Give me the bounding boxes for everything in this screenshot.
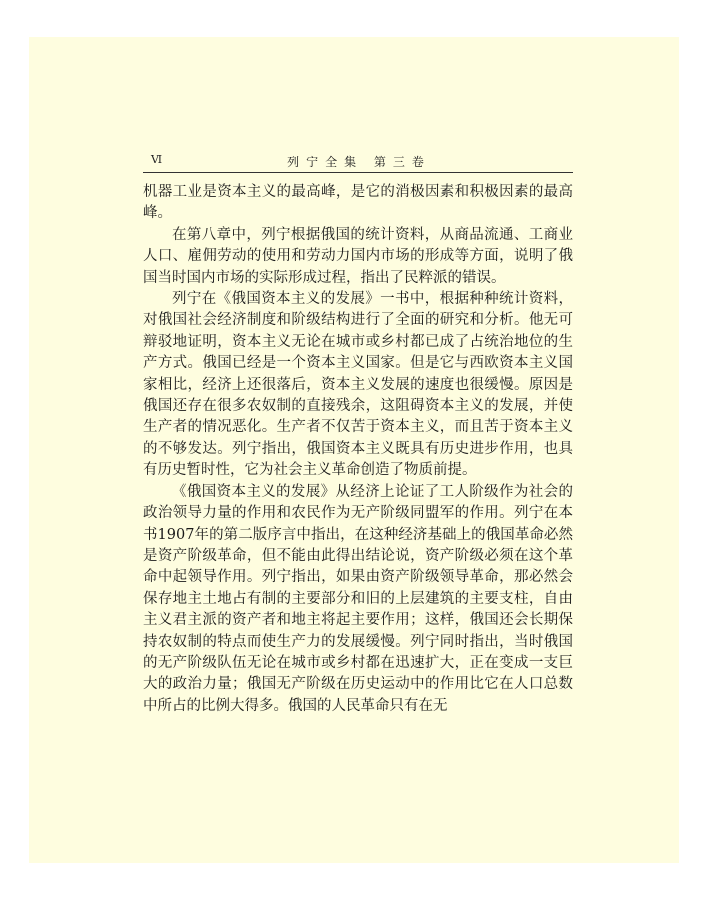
paragraph: 在第八章中，列宁根据俄国的统计资料，从商品流通、工商业人口、雇佣劳动的使用和劳动力国内市场的形成等方面，说明了俄国当时国内市场的实际形成过程，指出了民粹派的错误。 (143, 226, 573, 286)
header-rule (143, 172, 573, 173)
page-number: Ⅵ (151, 153, 163, 166)
body-text (143, 182, 573, 717)
running-title: 列宁全集 第三卷 (287, 155, 431, 169)
paragraph-continued: 机器工业是资本主义的最高峰，是它的消极因素和积极因素的最高峰。 (143, 184, 573, 222)
running-header (147, 153, 571, 169)
paragraph: 《俄国资本主义的发展》从经济上论证了工人阶级作为社会的政治领导力量的作用和农民作为无产阶级同盟军的作用。列宁在本书1907年的第二版序言中指出，在这种经济基础上的俄国革命必然是资产阶级革命，但不能由此得出结论说，资产阶级必须在这个革命中起领导作用。列宁指出，如果由资产阶级领导革命，那必然会保存地主土地占有制的主要部分和旧的上层建筑的主要支柱，自由主义君主派的资产者和地主将起主要作用；这样，俄国还会长期保持农奴制的特点而使生产力的发展缓慢。列宁同时指出，当时俄国的无产阶级队伍无论在城市或乡村都在迅速扩大，正在变成一支巨大的政治力量；俄国无产阶级在历史运动中的作用比它在人口总数中所占的比例大得多。俄国的人民革命只有在无 (143, 483, 573, 714)
paragraph: 列宁在《俄国资本主义的发展》一书中，根据种种统计资料，对俄国社会经济制度和阶级结构进行了全面的研究和分析。他无可辩驳地证明，资本主义无论在城市或乡村都已成了占统治地位的生产方式。俄国已经是一个资本主义国家。但是它与西欧资本主义国家相比，经济上还很落后，资本主义发展的速度也很缓慢。原因是俄国还存在很多农奴制的直接残余，这阻碍资本主义的发展，并使生产者的情况恶化。生产者不仅苦于资本主义，而且苦于资本主义的不够发达。列宁指出，俄国资本主义既具有历史进步作用，也具有历史暂时性，它为社会主义革命创造了物质前提。 (143, 291, 573, 479)
